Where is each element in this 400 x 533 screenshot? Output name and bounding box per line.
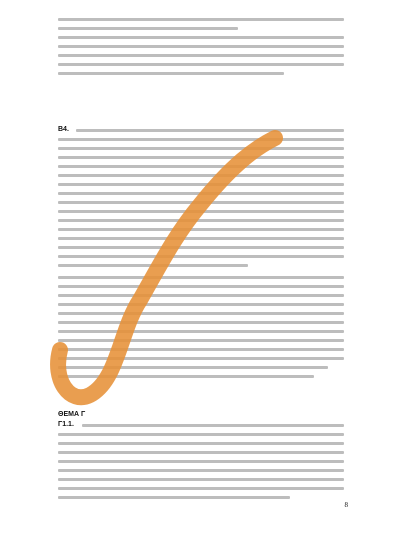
text-line xyxy=(58,72,284,75)
text-line xyxy=(58,264,248,267)
text-line xyxy=(58,246,344,249)
text-line xyxy=(58,285,344,288)
text-line xyxy=(58,303,344,306)
text-line xyxy=(58,36,344,39)
text-line xyxy=(58,276,344,279)
text-line xyxy=(58,294,344,297)
text-line xyxy=(58,54,344,57)
text-line xyxy=(58,442,344,445)
text-line xyxy=(58,460,344,463)
text-line xyxy=(58,27,238,30)
text-line xyxy=(58,321,344,324)
theme-heading: ΘΕΜΑ Γ xyxy=(58,411,86,418)
text-line xyxy=(58,63,344,66)
page-number: 8 xyxy=(344,501,348,509)
text-line xyxy=(58,451,344,454)
text-line xyxy=(58,210,344,213)
text-line xyxy=(58,312,344,315)
text-line xyxy=(58,478,344,481)
text-line xyxy=(58,357,344,360)
sub-label: Γ1.1. xyxy=(58,421,74,428)
text-line xyxy=(58,18,344,21)
text-line xyxy=(58,192,344,195)
text-line xyxy=(58,45,344,48)
text-line xyxy=(58,255,344,258)
text-line xyxy=(58,201,344,204)
text-line xyxy=(58,156,344,159)
text-line xyxy=(58,487,344,490)
text-line xyxy=(58,375,314,378)
text-line xyxy=(58,469,344,472)
text-line xyxy=(58,228,344,231)
text-line xyxy=(58,174,344,177)
text-line xyxy=(58,147,344,150)
text-line xyxy=(58,165,344,168)
text-line xyxy=(58,138,344,141)
text-line xyxy=(58,219,344,222)
text-line xyxy=(58,366,328,369)
text-line xyxy=(58,339,344,342)
text-line xyxy=(58,330,344,333)
text-line xyxy=(58,237,344,240)
text-line xyxy=(82,424,344,427)
text-line xyxy=(76,129,344,132)
text-line xyxy=(58,183,344,186)
text-line xyxy=(58,433,344,436)
text-line xyxy=(58,496,290,499)
text-line xyxy=(58,348,344,351)
section-b4-label: Β4. xyxy=(58,126,69,133)
